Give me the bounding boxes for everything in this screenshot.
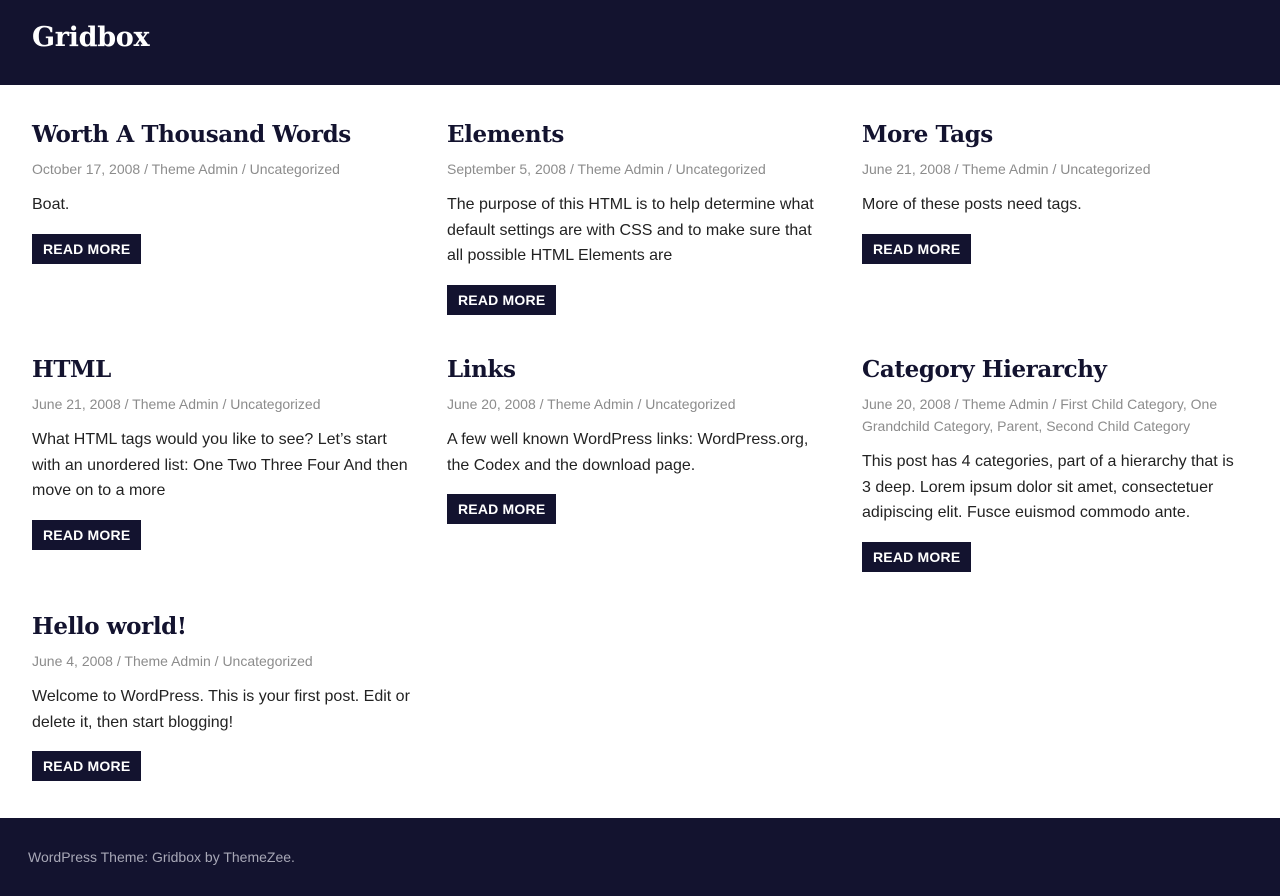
post-author-link[interactable]: Theme Admin	[962, 161, 1049, 177]
post-meta	[32, 393, 417, 415]
post-title-link[interactable]: Worth A Thousand Words	[32, 121, 351, 148]
site-footer	[0, 818, 1280, 896]
meta-separator: /	[124, 396, 133, 412]
post-title	[32, 355, 417, 385]
read-more-button[interactable]: READ MORE	[32, 751, 141, 781]
read-more-button[interactable]: READ MORE	[447, 494, 556, 524]
post-excerpt: What HTML tags would you like to see? Let’s start with an unordered list: One Two Three Four And then move on to a more	[32, 431, 408, 499]
footer-author-link[interactable]: ThemeZee	[223, 849, 292, 865]
meta-comma: ,	[1182, 396, 1191, 412]
footer-credits	[28, 849, 295, 865]
post-title-link[interactable]: Links	[447, 356, 516, 383]
post-excerpt: A few well known WordPress links: WordPress.org, the Codex and the download page.	[447, 431, 809, 474]
post-meta	[862, 158, 1247, 180]
post-author-link[interactable]: Theme Admin	[577, 161, 664, 177]
meta-comma: ,	[989, 418, 998, 434]
post-card	[447, 120, 832, 315]
meta-separator: /	[667, 161, 676, 177]
post-meta	[447, 393, 832, 415]
meta-separator: /	[1052, 396, 1061, 412]
post-author-link[interactable]: Theme Admin	[151, 161, 238, 177]
post-title-link[interactable]: More Tags	[862, 121, 993, 148]
post-excerpt: More of these posts need tags.	[862, 196, 1082, 213]
post-date-link[interactable]: June 20, 2008	[447, 396, 536, 412]
post-author-link[interactable]: Theme Admin	[124, 653, 211, 669]
post-category-link[interactable]: Second Child Category	[1046, 418, 1191, 434]
post-title	[447, 355, 832, 385]
meta-separator: /	[637, 396, 646, 412]
meta-separator: /	[214, 653, 223, 669]
post-category-link[interactable]: Uncategorized	[222, 653, 313, 669]
read-more-button[interactable]: READ MORE	[447, 285, 556, 315]
post-date-link[interactable]: September 5, 2008	[447, 161, 567, 177]
post-date-link[interactable]: June 4, 2008	[32, 653, 113, 669]
post-excerpt: The purpose of this HTML is to help determine what default settings are with CSS and to make sure that all possible HTML Elements are	[447, 196, 814, 264]
meta-separator: /	[116, 653, 125, 669]
footer-theme-link[interactable]: Gridbox	[151, 849, 202, 865]
post-category-link[interactable]: One Grandchild Category	[862, 396, 1218, 434]
meta-separator: /	[1052, 161, 1061, 177]
post-card	[32, 355, 417, 550]
post-category-link[interactable]: Uncategorized	[675, 161, 766, 177]
post-date-link[interactable]: June 21, 2008	[32, 396, 121, 412]
read-more-button[interactable]: READ MORE	[32, 520, 141, 550]
meta-separator: /	[144, 161, 152, 177]
post-excerpt: Welcome to WordPress. This is your first post. Edit or delete it, then start blogging!	[32, 688, 410, 731]
post-card	[32, 120, 417, 264]
post-card	[447, 355, 832, 524]
post-meta	[862, 393, 1247, 437]
footer-prefix: WordPress Theme:	[28, 849, 152, 865]
meta-separator: /	[241, 161, 250, 177]
post-category-link[interactable]: Parent	[997, 418, 1039, 434]
post-excerpt: This post has 4 categories, part of a hierarchy that is 3 deep. Lorem ipsum dolor sit amet, consectetuer adipiscing elit. Fusce euismod commodo ante.	[862, 453, 1234, 521]
post-meta	[32, 650, 417, 672]
post-title	[32, 120, 417, 150]
meta-separator: /	[539, 396, 548, 412]
post-date-link[interactable]: October 17, 2008	[32, 161, 141, 177]
read-more-button[interactable]: READ MORE	[862, 234, 971, 264]
post-author-link[interactable]: Theme Admin	[132, 396, 219, 412]
post-category-link[interactable]: First Child Category	[1060, 396, 1183, 412]
site-title-link[interactable]: Gridbox	[32, 22, 150, 53]
meta-comma: ,	[1038, 418, 1047, 434]
post-card	[862, 120, 1247, 264]
post-title	[32, 612, 417, 642]
post-date-link[interactable]: June 20, 2008	[862, 396, 951, 412]
post-author-link[interactable]: Theme Admin	[962, 396, 1049, 412]
meta-separator: /	[222, 396, 231, 412]
read-more-button[interactable]: READ MORE	[862, 542, 971, 572]
post-card	[862, 355, 1247, 572]
post-excerpt: Boat.	[32, 196, 70, 213]
post-category-link[interactable]: Uncategorized	[1060, 161, 1151, 177]
post-category-link[interactable]: Uncategorized	[645, 396, 736, 412]
meta-separator: /	[954, 396, 963, 412]
post-title	[447, 120, 832, 150]
post-title-link[interactable]: HTML	[32, 356, 111, 383]
post-meta	[447, 158, 832, 180]
post-author-link[interactable]: Theme Admin	[547, 396, 634, 412]
post-meta	[32, 158, 417, 180]
post-title	[862, 355, 1247, 385]
post-title-link[interactable]: Category Hierarchy	[862, 356, 1107, 383]
post-category-link[interactable]: Uncategorized	[230, 396, 321, 412]
footer-by: by	[201, 849, 224, 865]
post-title-link[interactable]: Elements	[447, 121, 564, 148]
footer-suffix: .	[291, 849, 295, 865]
read-more-button[interactable]: READ MORE	[32, 234, 141, 264]
post-title-link[interactable]: Hello world!	[32, 613, 187, 640]
meta-separator: /	[954, 161, 963, 177]
post-category-link[interactable]: Uncategorized	[249, 161, 340, 177]
post-title	[862, 120, 1247, 150]
site-header	[0, 0, 1280, 85]
post-date-link[interactable]: June 21, 2008	[862, 161, 951, 177]
meta-separator: /	[569, 161, 578, 177]
post-card	[32, 612, 417, 781]
